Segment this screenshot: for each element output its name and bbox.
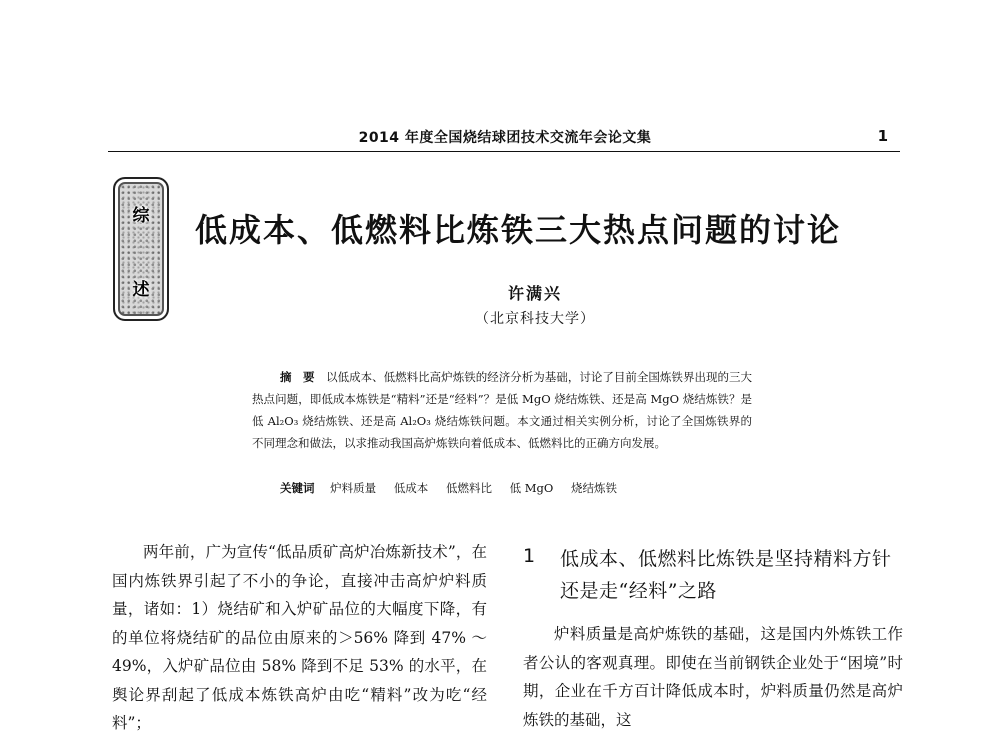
author-name: 许满兴	[507, 284, 562, 303]
author-affiliation: （北京科技大学）	[475, 311, 595, 327]
keyword-item: 低 MgO	[509, 481, 554, 495]
page-number: 1	[877, 127, 888, 145]
body-text-left-column: 两年前，广为宣传“低品质矿高炉冶炼新技术”，在国内炼铁界引起了不小的争论，直接冲击高炉炉料质量，诸如：1）烧结矿和入炉矿品位的大幅度下降，有的单位将烧结矿的品位由原来的＞56% 降到 47% ～49%，入炉矿品位由 58% 降到不足 53% 的水平，在舆论界刮起了低成本炼铁高炉由吃“精料”改为吃“经料”；	[112, 543, 487, 732]
paper-title: 低成本、低燃料比炼铁三大热点问题的讨论	[195, 211, 842, 249]
collection-title: 2014 年度全国烧结球团技术交流年会论文集	[358, 130, 652, 146]
section-heading: 低成本、低燃料比炼铁是坚持精料方针还是走“经料”之路	[560, 548, 892, 602]
header-rule	[108, 151, 900, 152]
body-text-right-column: 炉料质量是高炉炼铁的基础，这是国内外炼铁工作者公认的客观真理。即使在当前钢铁企业处于“困境”时期，企业在千方百计降低成本时，炉料质量仍然是高炉炼铁的基础，这	[523, 625, 903, 729]
running-header	[110, 127, 900, 149]
section-number: 1	[523, 545, 536, 567]
abstract-text: 以低成本、低燃料比高炉炼铁的经济分析为基础，讨论了目前全国炼铁界出现的三大热点问题，即低成本炼铁是“精料”还是“经料”？是低 MgO 烧结炼铁、还是高 MgO 烧结炼铁？是低 Al₂O₃ 烧结炼铁、还是高 Al₂O₃ 烧结炼铁问题。本文通过相关实例分析，讨论了全国炼铁界的不同理念和做法，以求推动我国高炉炼铁向着低成本、低燃料比的正确方向发展。	[252, 370, 753, 450]
abstract	[252, 366, 752, 454]
keywords-label: 关键词	[280, 481, 315, 495]
keyword-item: 低成本	[393, 481, 429, 495]
badge-char-1: 综	[132, 206, 150, 226]
keywords	[280, 480, 760, 496]
abstract-label: 摘 要	[280, 370, 315, 384]
keyword-item: 低燃料比	[445, 481, 492, 495]
keyword-item: 烧结炼铁	[571, 481, 618, 495]
keyword-item: 炉料质量	[330, 481, 377, 495]
badge-char-2: 述	[132, 280, 150, 300]
